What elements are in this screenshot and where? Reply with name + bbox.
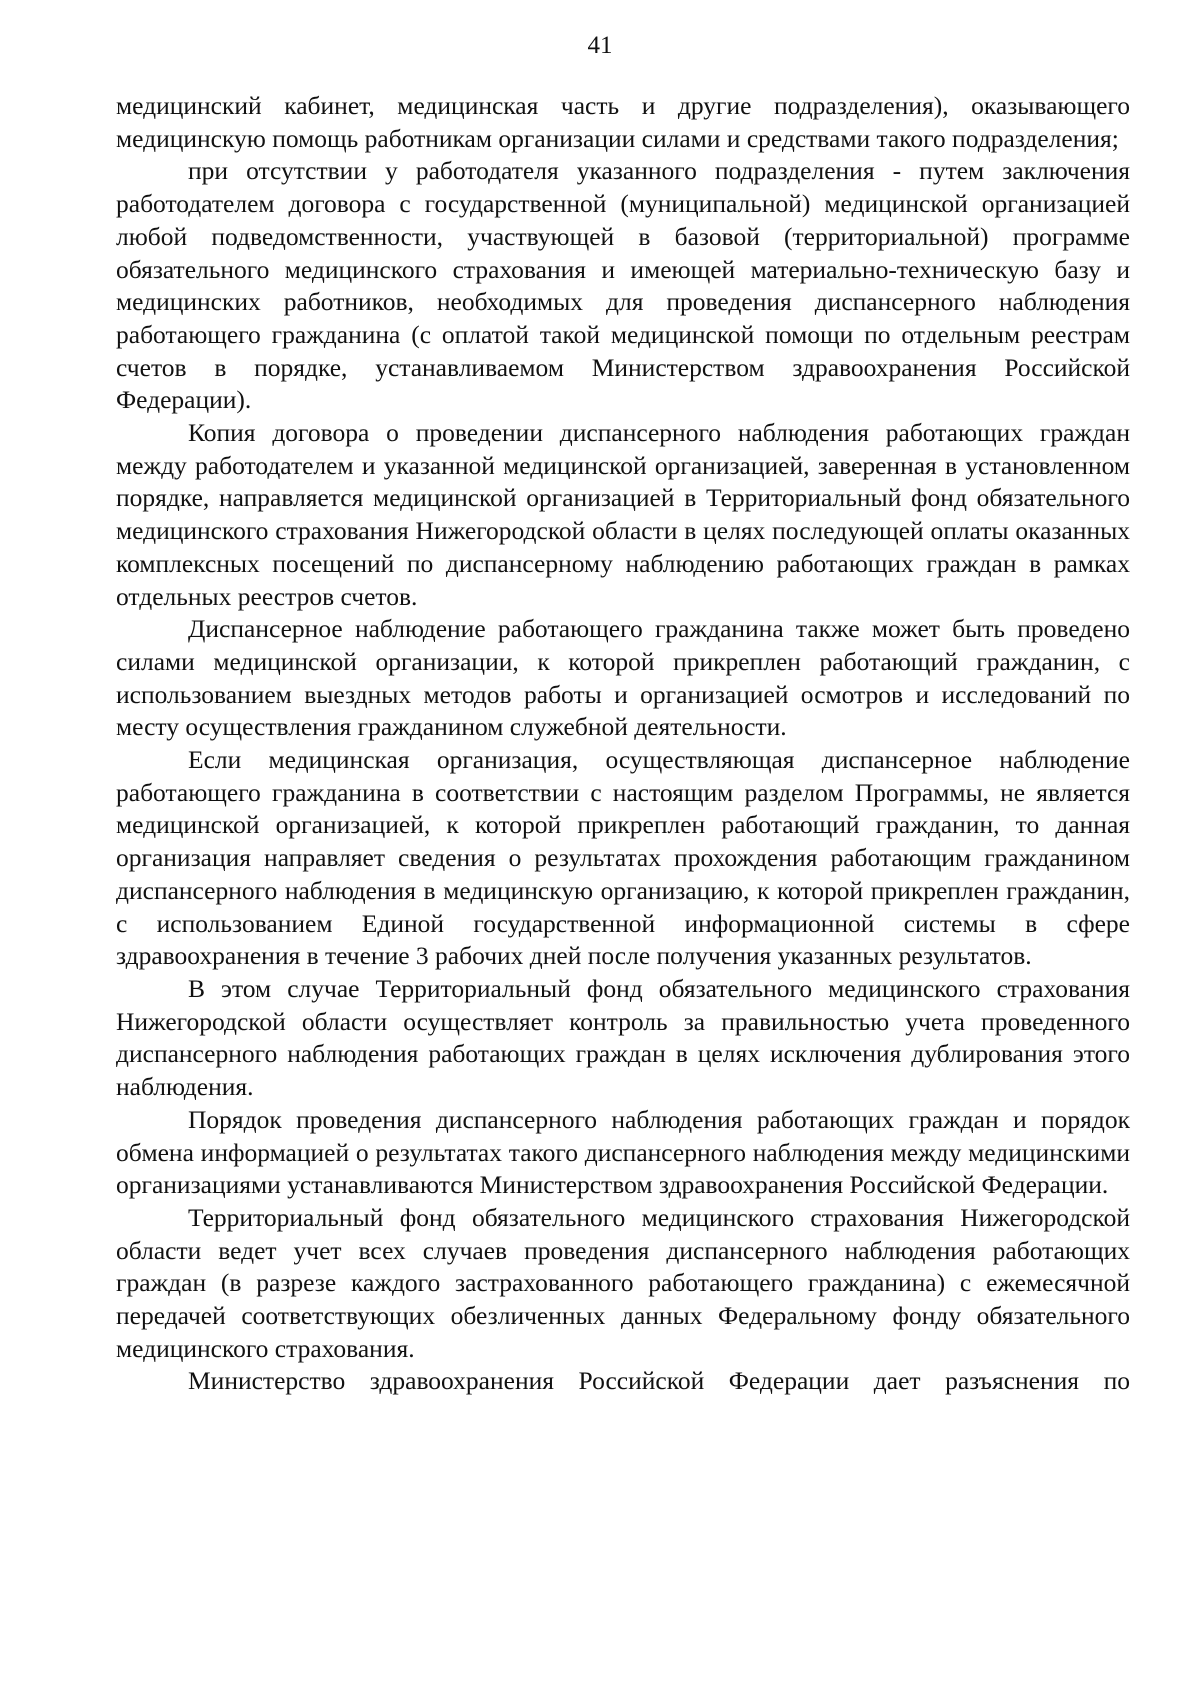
body-text [116,90,1130,1398]
paragraph-contract-copy: Копия договора о проведении диспансерного наблюдения работающих граждан между работодателем и указанной медицинской организацией, заверенная в установленном порядке, направляется медицинской организацией в Территориальный фонд обязательного медицинского страхования Нижегородской области в целях последующей оплаты оказанных комплексных посещений по диспансерному наблюдению работающих граждан в рамках отдельных реестров счетов. [116,418,1130,611]
paragraph-contract-clause: при отсутствии у работодателя указанного подразделения - путем заключения работодателем договора с государственной (муниципальной) медицинской организацией любой подведомственности, участвующей в базовой (территориальной) программе обязательного медицинского страхования и имеющей материально-техническую базу и медицинских работников, необходимых для проведения диспансерного наблюдения работающего гражданина (с оплатой такой медицинской помощи по отдельным реестрам счетов в порядке, устанавливаемом Министерством здравоохранения Российской Федерации). [116,156,1130,415]
paragraph-procedure: Порядок проведения диспансерного наблюдения работающих граждан и порядок обмена информацией о результатах такого диспансерного наблюдения между медицинскими организациями устанавливаются Министерством здравоохранения Российской Федерации. [116,1104,1130,1200]
paragraph-fund-control: В этом случае Территориальный фонд обязательного медицинского страхования Нижегородской области осуществляет контроль за правильностью учета проведенного диспансерного наблюдения работающих граждан в целях исключения дублирования этого наблюдения. [116,973,1130,1102]
paragraph-fund-accounting: Территориальный фонд обязательного медицинского страхования Нижегородской области ведет учет всех случаев проведения диспансерного наблюдения работающих граждан (в разрезе каждого застрахованного работающего гражданина) с ежемесячной передачей соответствующих обезличенных данных Федеральному фонду обязательного медицинского страхования. [116,1202,1130,1363]
paragraph-ministry-clarifications: Министерство здравоохранения Российской Федерации дает разъяснения по [188,1366,1130,1396]
paragraph-continuation: медицинский кабинет, медицинская часть и другие подразделения), оказывающего медицинскую помощь работникам организации силами и средствами такого подразделения; [116,91,1130,153]
page-number: 41 [587,32,613,59]
paragraph-results-transfer: Если медицинская организация, осуществляющая диспансерное наблюдение работающего гражданина в соответствии с настоящим разделом Программы, не является медицинской организацией, к которой прикреплен работающий гражданин, то данная организация направляет сведения о результатах прохождения работающим гражданином диспансерного наблюдения в медицинскую организацию, к которой прикреплен гражданин, с использованием Единой государственной информационной системы в сфере здравоохранения в течение 3 рабочих дней после получения указанных результатов. [116,745,1130,971]
paragraph-observation-onsite: Диспансерное наблюдение работающего гражданина также может быть проведено силами медицинской организации, к которой прикреплен работающий гражданин, с использованием выездных методов работы и организацией осмотров и исследований по месту осуществления гражданином служебной деятельности. [116,614,1130,742]
